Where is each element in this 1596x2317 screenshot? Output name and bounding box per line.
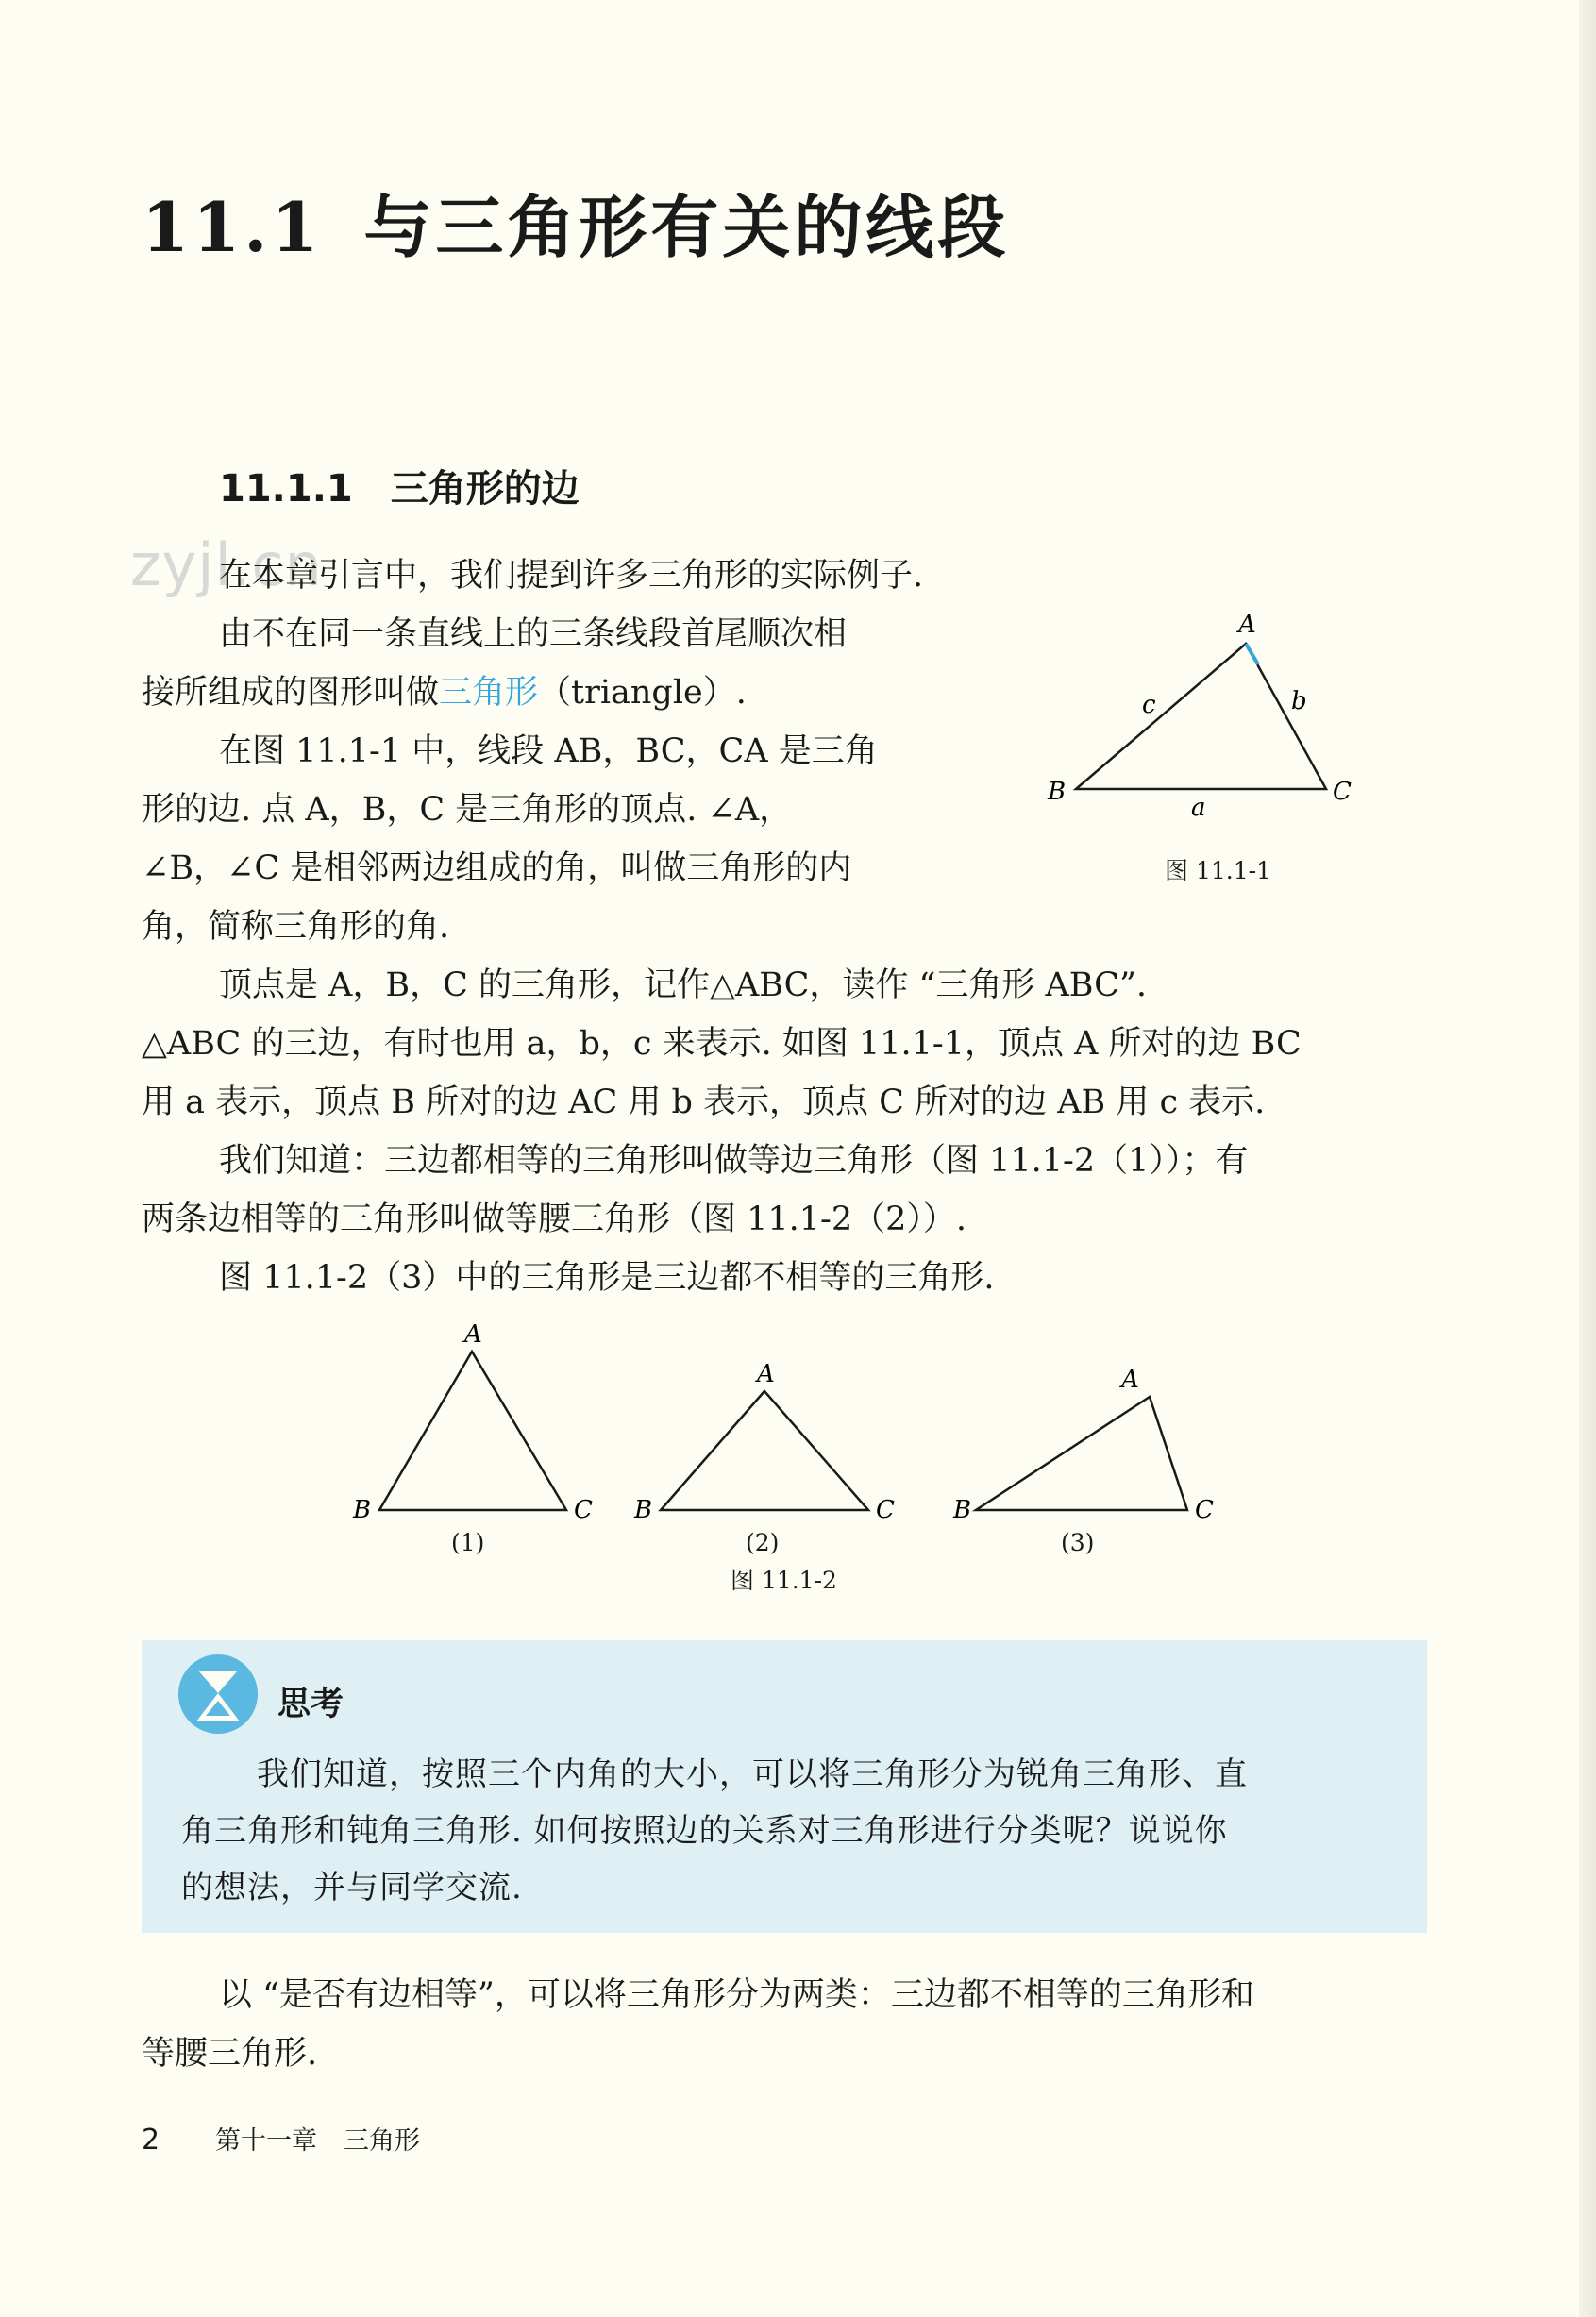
page-edge xyxy=(1579,0,1596,2317)
paragraph-line: 两条边相等的三角形叫做等腰三角形（图 11.1-2（2））. xyxy=(142,1200,967,1238)
chapter-title-text: 与三角形有关的线段 xyxy=(363,187,1010,267)
equilateral-triangle xyxy=(379,1352,566,1510)
think-line: 的想法，并与同学交流. xyxy=(181,1869,523,1906)
figure-11-1-2-part-3 xyxy=(944,1353,1246,1529)
chapter-title xyxy=(142,185,1009,270)
vertex-label-a: A xyxy=(757,1360,775,1388)
vertex-label-a: A xyxy=(464,1320,482,1349)
paragraph-line: 角，简称三角形的角. xyxy=(142,908,450,946)
section-title xyxy=(219,462,580,515)
footer-chapter-label: 第十一章 xyxy=(215,2126,317,2156)
section-title-text: 三角形的边 xyxy=(390,467,580,511)
term-triangle: 三角形 xyxy=(439,674,539,712)
definition-line xyxy=(142,670,747,715)
watermark: zyjl.cn xyxy=(130,530,323,599)
subcaption-2: (2) xyxy=(746,1529,780,1556)
page-number: 2 xyxy=(142,2124,160,2157)
vertex-label-b: B xyxy=(953,1496,972,1524)
running-footer xyxy=(215,2124,446,2159)
term-english: （triangle）. xyxy=(538,674,747,712)
chapter-number: 11.1 xyxy=(142,187,323,267)
paragraph-line: 图 11.1-2（3）中的三角形是三边都不相等的三角形. xyxy=(219,1259,995,1297)
subcaption-3: (3) xyxy=(1061,1529,1095,1556)
paragraph-line: 在本章引言中，我们提到许多三角形的实际例子. xyxy=(219,557,924,595)
section-number: 11.1.1 xyxy=(219,467,353,511)
figure-caption-11-1-2: 图 11.1-2 xyxy=(731,1567,837,1594)
side-label-b: b xyxy=(1291,687,1307,715)
think-icon xyxy=(176,1652,260,1737)
vertex-label-c: C xyxy=(1333,778,1352,806)
figure-11-1-2-part-1 xyxy=(340,1312,604,1529)
footer-topic: 三角形 xyxy=(344,2126,420,2156)
definition-text: 接所组成的图形叫做 xyxy=(142,674,440,712)
figure-11-1-1 xyxy=(1029,604,1369,821)
subcaption-1: (1) xyxy=(451,1529,485,1556)
vertex-label-c: C xyxy=(574,1496,593,1524)
vertex-label-a: A xyxy=(1121,1366,1139,1394)
think-title: 思考 xyxy=(277,1686,344,1723)
scalene-triangle xyxy=(976,1397,1187,1510)
vertex-label-a: A xyxy=(1238,611,1256,639)
paragraph-line: 由不在同一条直线上的三条线段首尾顺次相 xyxy=(219,615,848,653)
figure-caption-11-1-1: 图 11.1-1 xyxy=(1165,857,1271,884)
figure-11-1-2-part-2 xyxy=(623,1350,906,1529)
side-label-a: a xyxy=(1191,794,1206,821)
vertex-label-c: C xyxy=(1195,1496,1214,1524)
think-line: 角三角形和钝角三角形. 如何按照边的关系对三角形进行分类呢？说说你 xyxy=(181,1812,1228,1850)
vertex-label-b: B xyxy=(353,1496,372,1524)
paragraph-line: 我们知道：三边都相等的三角形叫做等边三角形（图 11.1-2（1））；有 xyxy=(219,1142,1249,1180)
vertex-label-b: B xyxy=(1048,778,1067,806)
paragraph-line: △ABC 的三边，有时也用 a，b，c 来表示. 如图 11.1-1，顶点 A 所对的边 BC xyxy=(142,1025,1302,1063)
paragraph-line: 形的边. 点 A，B，C 是三角形的顶点. ∠A， xyxy=(142,791,793,829)
paragraph-line: 在图 11.1-1 中，线段 AB，BC，CA 是三角 xyxy=(219,732,878,770)
isosceles-triangle xyxy=(661,1391,868,1510)
vertex-label-b: B xyxy=(634,1496,653,1524)
paragraph-line: 用 a 表示，顶点 B 所对的边 AC 用 b 表示，顶点 C 所对的边 AB 用 c 表示. xyxy=(142,1083,1266,1121)
angle-mark xyxy=(1246,644,1258,664)
triangle-abc xyxy=(1076,644,1326,789)
conclusion-line: 等腰三角形. xyxy=(142,2035,318,2073)
paragraph-line: 顶点是 A，B，C 的三角形，记作△ABC，读作 “三角形 ABC”. xyxy=(219,966,1147,1004)
side-label-c: c xyxy=(1142,691,1156,719)
conclusion-line: 以 “是否有边相等”，可以将三角形分为两类：三边都不相等的三角形和 xyxy=(219,1976,1254,2014)
paragraph-line: ∠B，∠C 是相邻两边组成的角，叫做三角形的内 xyxy=(142,849,852,887)
vertex-label-c: C xyxy=(876,1496,895,1524)
think-line: 我们知道，按照三个内角的大小，可以将三角形分为锐角三角形、直 xyxy=(257,1755,1248,1793)
